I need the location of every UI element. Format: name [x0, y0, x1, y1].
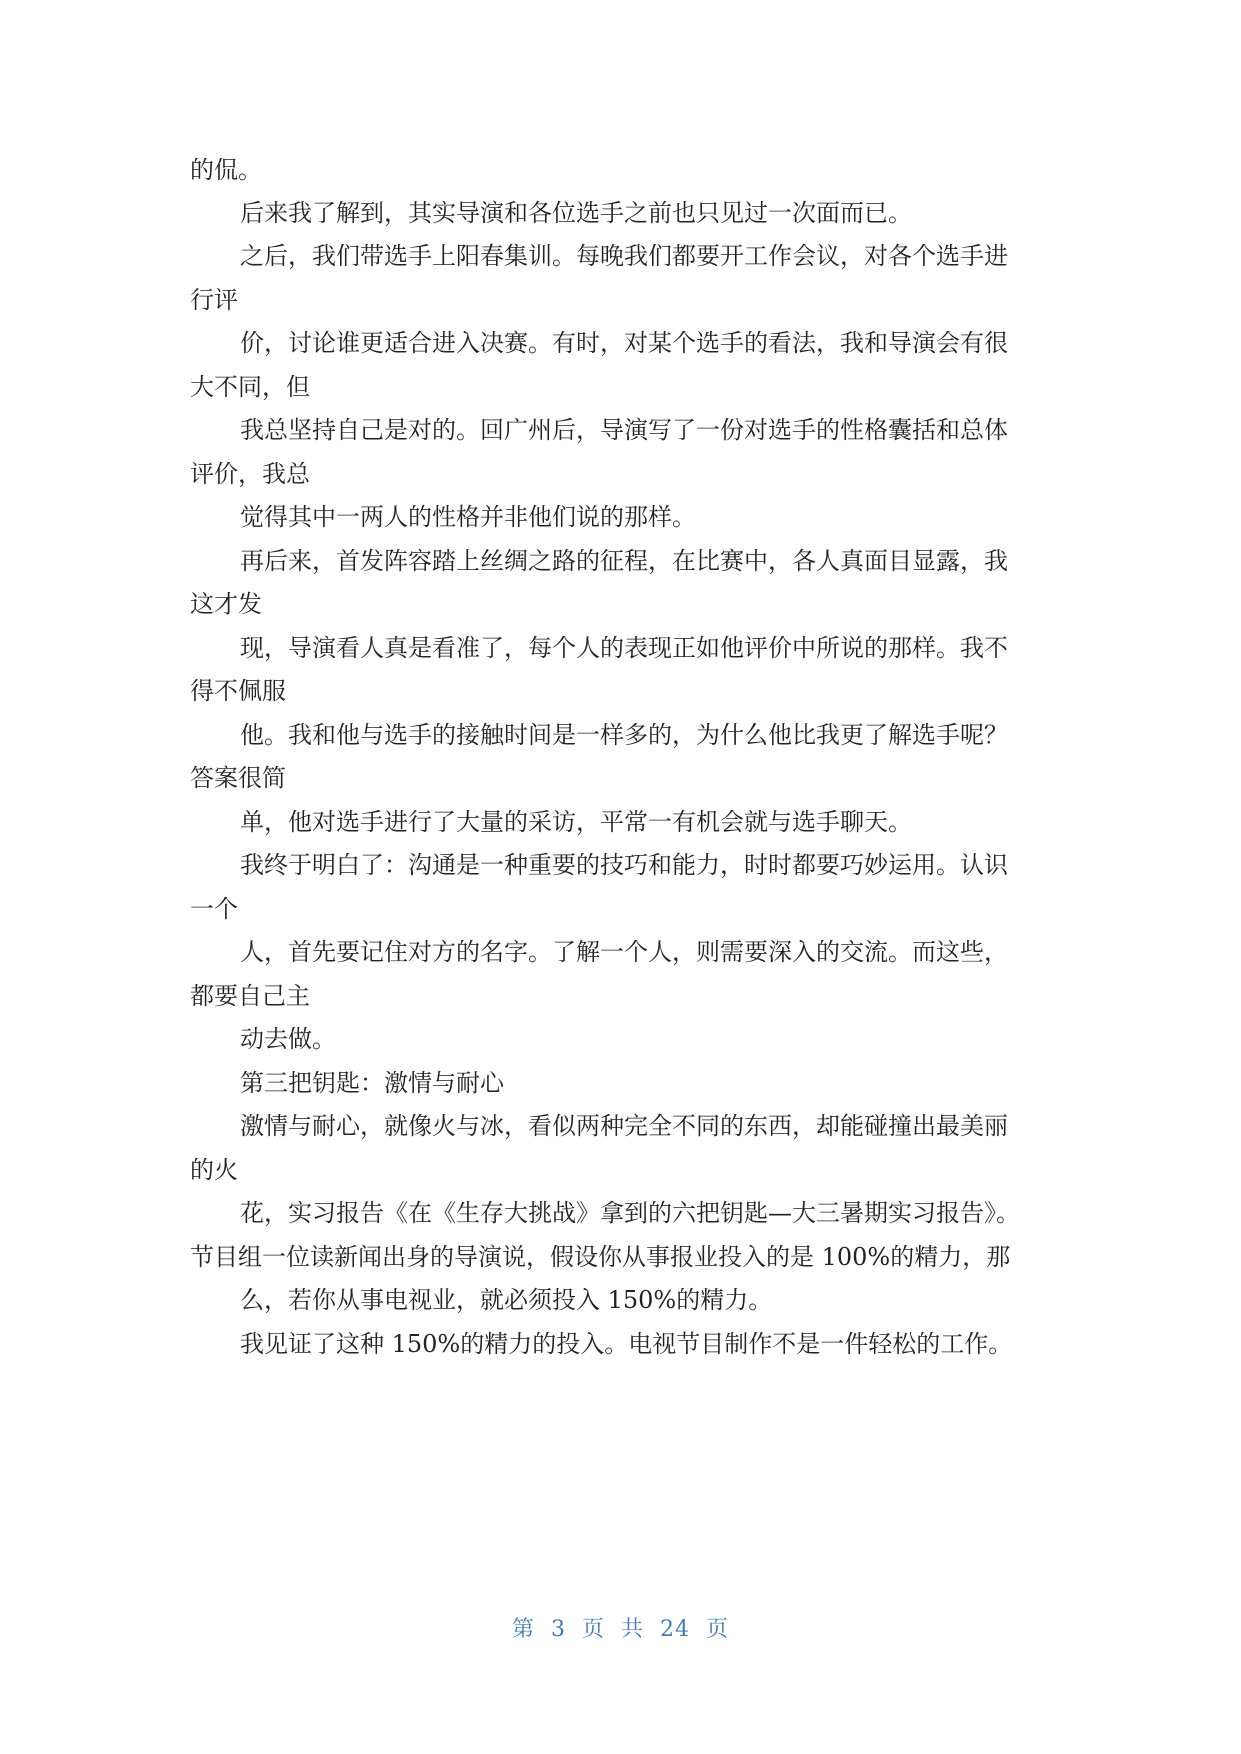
text-line: 再后来，首发阵容踏上丝绸之路的征程，在比赛中，各人真面目显露，我: [240, 547, 1008, 575]
text-line: 之后，我们带选手上阳春集训。每晚我们都要开工作会议，对各个选手进: [240, 242, 1008, 270]
text-line: 人，首先要记住对方的名字。了解一个人，则需要深入的交流。而这些，: [240, 938, 1008, 966]
text-line: 大不同，但: [190, 373, 310, 401]
text-line: 后来我了解到，其实导演和各位选手之前也只见过一次面而已。: [240, 199, 912, 227]
text-line: 得不佩服: [190, 677, 286, 705]
text-line: 我总坚持自己是对的。回广州后，导演写了一份对选手的性格囊括和总体: [240, 416, 1008, 444]
text-line: 动去做。: [240, 1025, 336, 1053]
page-number: 3: [550, 1617, 566, 1642]
text-line: 一个: [190, 895, 238, 923]
text-line: 现，导演看人真是看准了，每个人的表现正如他评价中所说的那样。我不: [240, 634, 1008, 662]
footer-word: 页: [581, 1617, 605, 1642]
text-line: 我终于明白了：沟通是一种重要的技巧和能力，时时都要巧妙运用。认识: [240, 851, 1008, 879]
page-footer: [0, 1612, 1241, 1643]
footer-word: 第: [511, 1617, 535, 1642]
text-line: 么，若你从事电视业，就必须投入 150%的精力。: [240, 1286, 773, 1314]
text-line: 行评: [190, 286, 238, 314]
text-line: 的火: [190, 1156, 238, 1184]
text-line: 我见证了这种 150%的精力的投入。电视节目制作不是一件轻松的工作。: [240, 1330, 1013, 1358]
text-line: 都要自己主: [190, 982, 310, 1010]
text-line: 激情与耐心，就像火与冰，看似两种完全不同的东西，却能碰撞出最美丽: [240, 1112, 1008, 1140]
footer-word: 共: [621, 1617, 645, 1642]
text-line: 他。我和他与选手的接触时间是一样多的，为什么他比我更了解选手呢？: [240, 721, 1008, 749]
text-line: 这才发: [190, 590, 262, 618]
text-line: 花，实习报告《在《生存大挑战》拿到的六把钥匙—大三暑期实习报告》。: [240, 1199, 1020, 1227]
text-line: 价，讨论谁更适合进入决赛。有时，对某个选手的看法，我和导演会有很: [240, 329, 1008, 357]
section-heading: 第三把钥匙：激情与耐心: [240, 1069, 504, 1097]
text-line: 答案很简: [190, 764, 286, 792]
text-line: 觉得其中一两人的性格并非他们说的那样。: [240, 503, 696, 531]
text-line: 评价，我总: [190, 460, 310, 488]
total-pages: 24: [660, 1617, 691, 1642]
text-line: 单，他对选手进行了大量的采访，平常一有机会就与选手聊天。: [240, 808, 912, 836]
text-line: 节目组一位读新闻出身的导演说，假设你从事报业投入的是 100%的精力，那: [190, 1243, 1011, 1271]
text-line: 的侃。: [190, 156, 262, 184]
footer-word: 页: [706, 1617, 730, 1642]
